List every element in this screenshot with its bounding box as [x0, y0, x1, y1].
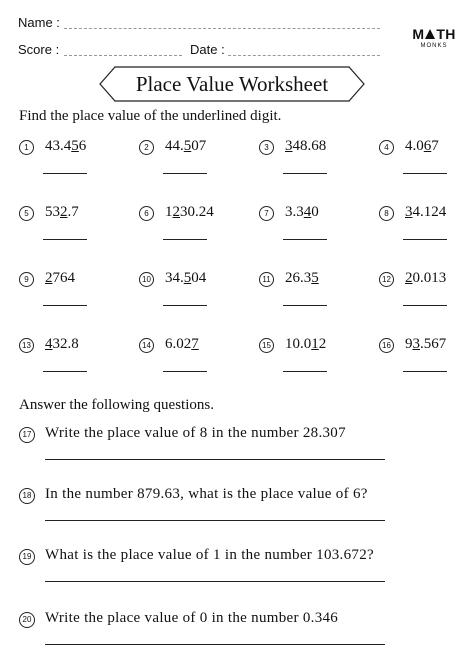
answer-line[interactable] — [163, 305, 207, 306]
answer-line[interactable] — [283, 173, 327, 174]
value-suffix: 0 — [311, 204, 319, 220]
answer-line[interactable] — [283, 305, 327, 306]
answer-line[interactable] — [283, 239, 327, 240]
value-suffix: 30.24 — [180, 204, 214, 220]
value-suffix: 0.013 — [412, 270, 447, 286]
question-text: Write the place value of 0 in the number 0.346 — [45, 610, 339, 626]
problem-value — [165, 138, 206, 155]
problem-item — [259, 270, 369, 310]
problem-item — [139, 138, 249, 178]
problem-number-badge: 15 — [259, 338, 274, 353]
underlined-digit: 5 — [183, 270, 192, 286]
problem-value — [165, 270, 206, 287]
answer-line[interactable] — [403, 371, 447, 372]
problem-value — [285, 336, 326, 353]
underlined-digit: 3 — [405, 204, 413, 220]
value-prefix: 9 — [405, 336, 413, 352]
value-prefix: 10.0 — [285, 336, 312, 352]
problem-item — [379, 138, 474, 178]
problem-number-badge: 14 — [139, 338, 154, 353]
value-prefix: 44. — [165, 138, 184, 154]
underlined-digit: 2 — [172, 204, 180, 220]
problem-item — [259, 204, 369, 244]
problem-value — [45, 336, 79, 353]
problem-value — [405, 138, 439, 155]
value-prefix: 53 — [45, 204, 60, 220]
question-number-badge: 18 — [19, 488, 35, 504]
value-suffix: 07 — [191, 138, 207, 154]
underlined-digit: 3 — [285, 138, 293, 154]
problem-item — [379, 204, 474, 244]
underlined-digit: 5 — [311, 270, 319, 286]
question-item — [19, 610, 459, 654]
answer-line[interactable] — [163, 371, 207, 372]
answer-line[interactable] — [45, 520, 385, 521]
title-banner — [99, 66, 365, 102]
underlined-digit: 2 — [60, 204, 68, 220]
underlined-digit: 2 — [45, 270, 53, 286]
problem-value — [285, 204, 319, 221]
problem-number-badge: 11 — [259, 272, 274, 287]
problem-value — [45, 138, 86, 155]
problem-number-badge: 10 — [139, 272, 154, 287]
value-suffix: 7 — [431, 138, 439, 154]
logo-wordmark: M TH — [412, 26, 456, 42]
question-item — [19, 547, 459, 591]
problem-value — [405, 204, 446, 221]
underlined-digit: 6 — [423, 138, 432, 154]
problem-number-badge: 3 — [259, 140, 274, 155]
problem-item — [19, 204, 129, 244]
problem-item — [379, 270, 474, 310]
question-item — [19, 486, 459, 530]
answer-line[interactable] — [403, 305, 447, 306]
problem-item — [259, 336, 369, 376]
score-blank[interactable] — [64, 55, 182, 56]
problem-item — [139, 336, 249, 376]
underlined-digit: 2 — [405, 270, 413, 286]
answer-line[interactable] — [43, 305, 87, 306]
value-prefix: 43.4 — [45, 138, 72, 154]
question-text: In the number 879.63, what is the place value of 6? — [45, 486, 368, 502]
answer-line[interactable] — [45, 581, 385, 582]
problem-number-badge: 5 — [19, 206, 34, 221]
problem-item — [139, 204, 249, 244]
problem-number-badge: 12 — [379, 272, 394, 287]
underlined-digit: 4 — [45, 336, 53, 352]
answer-line[interactable] — [403, 173, 447, 174]
problem-number-badge: 7 — [259, 206, 274, 221]
logo-triangle-icon — [425, 29, 435, 39]
value-prefix: 4.0 — [405, 138, 424, 154]
instruction-questions: Answer the following questions. — [19, 397, 214, 413]
question-item — [19, 425, 459, 469]
problem-number-badge: 9 — [19, 272, 34, 287]
value-prefix: 26.3 — [285, 270, 312, 286]
value-suffix: 32.8 — [52, 336, 79, 352]
problem-value — [45, 270, 75, 287]
problem-value — [165, 336, 199, 353]
instruction-underlined: Find the place value of the underlined digit. — [19, 108, 282, 124]
problem-number-badge: 13 — [19, 338, 34, 353]
value-suffix: .7 — [67, 204, 79, 220]
answer-line[interactable] — [43, 173, 87, 174]
problem-item — [139, 270, 249, 310]
underlined-digit: 4 — [303, 204, 312, 220]
answer-line[interactable] — [403, 239, 447, 240]
problem-value — [285, 270, 319, 287]
problem-item — [19, 336, 129, 376]
value-suffix: .567 — [420, 336, 447, 352]
page-title: Place Value Worksheet — [135, 72, 329, 96]
value-suffix: 764 — [52, 270, 75, 286]
score-label: Score : — [18, 42, 60, 57]
problem-item — [19, 138, 129, 178]
underlined-digit: 1 — [311, 336, 319, 352]
date-blank[interactable] — [228, 55, 380, 56]
problem-item — [379, 336, 474, 376]
question-number-badge: 17 — [19, 427, 35, 443]
name-label: Name : — [18, 15, 60, 30]
problem-number-badge: 4 — [379, 140, 394, 155]
answer-line[interactable] — [163, 239, 207, 240]
problem-value — [285, 138, 326, 155]
problem-number-badge: 6 — [139, 206, 154, 221]
problem-value — [165, 204, 214, 221]
answer-line[interactable] — [43, 371, 87, 372]
value-prefix: 34. — [165, 270, 184, 286]
answer-line[interactable] — [45, 459, 385, 460]
underlined-digit: 3 — [412, 336, 420, 352]
problem-value — [45, 204, 79, 221]
math-monks-logo — [411, 27, 457, 50]
underlined-digit: 7 — [191, 336, 199, 352]
value-prefix: 6.02 — [165, 336, 192, 352]
answer-line[interactable] — [43, 239, 87, 240]
logo-subtext: MONKS — [420, 43, 448, 49]
problem-number-badge: 2 — [139, 140, 154, 155]
answer-line[interactable] — [45, 644, 385, 645]
answer-line[interactable] — [283, 371, 327, 372]
problem-item — [259, 138, 369, 178]
name-blank[interactable] — [64, 28, 380, 29]
problem-number-badge: 16 — [379, 338, 394, 353]
value-prefix: 3.3 — [285, 204, 304, 220]
value-suffix: 2 — [318, 336, 327, 352]
value-suffix: 04 — [191, 270, 207, 286]
problem-number-badge: 8 — [379, 206, 394, 221]
underlined-digit: 5 — [71, 138, 79, 154]
problem-number-badge: 1 — [19, 140, 34, 155]
problem-value — [405, 336, 446, 353]
value-suffix: 48.68 — [292, 138, 327, 154]
value-prefix: 1 — [165, 204, 173, 220]
value-suffix: 6 — [78, 138, 87, 154]
problem-item — [19, 270, 129, 310]
underlined-digit: 5 — [183, 138, 192, 154]
question-text: What is the place value of 1 in the number 103.672? — [45, 547, 374, 563]
answer-line[interactable] — [163, 173, 207, 174]
problem-value — [405, 270, 446, 287]
date-label: Date : — [190, 42, 225, 57]
question-number-badge: 19 — [19, 549, 35, 565]
value-suffix: 4.124 — [412, 204, 447, 220]
question-number-badge: 20 — [19, 612, 35, 628]
question-text: Write the place value of 8 in the number 28.307 — [45, 425, 346, 441]
